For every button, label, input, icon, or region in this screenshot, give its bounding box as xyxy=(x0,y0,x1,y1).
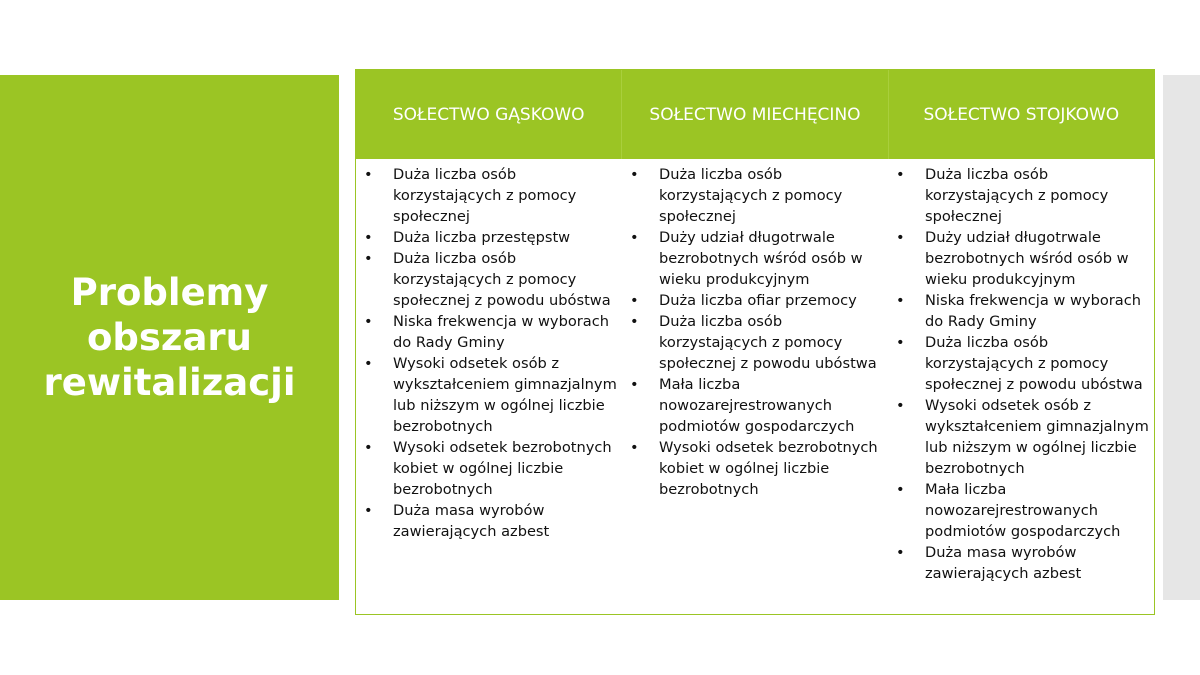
list-item: • Niska frekwencja w wyborach do Rady Gminy xyxy=(356,311,622,353)
table-body xyxy=(356,159,1154,584)
list-item: • Wysoki odsetek osób z wykształceniem gimnazjalnym lub niższym w ogólnej liczbie bezrobotnych xyxy=(888,395,1154,479)
problems-table xyxy=(355,69,1155,615)
column-header-stojkowo: SOŁECTWO STOJKOWO xyxy=(888,70,1154,159)
problem-list xyxy=(622,164,888,500)
column-gaskowo xyxy=(356,159,622,584)
column-header-miechecino: SOŁECTWO MIECHĘCINO xyxy=(621,70,887,159)
list-item: • Duża masa wyrobów zawierających azbest xyxy=(356,500,622,542)
list-item: • Wysoki odsetek bezrobotnych kobiet w ogólnej liczbie bezrobotnych xyxy=(356,437,622,500)
list-item: • Duży udział długotrwale bezrobotnych wśród osób w wieku produkcyjnym xyxy=(888,227,1154,290)
list-item: • Duża liczba ofiar przemocy xyxy=(622,290,888,311)
list-item: • Duża liczba osób korzystających z pomocy społecznej xyxy=(622,164,888,227)
list-item: • Wysoki odsetek osób z wykształceniem gimnazjalnym lub niższym w ogólnej liczbie bezrobotnych xyxy=(356,353,622,437)
list-item: • Duża liczba przestępstw xyxy=(356,227,622,248)
list-item: • Duża masa wyrobów zawierających azbest xyxy=(888,542,1154,584)
table-header xyxy=(356,70,1154,159)
list-item: • Wysoki odsetek bezrobotnych kobiet w ogólnej liczbie bezrobotnych xyxy=(622,437,888,500)
list-item: • Duża liczba osób korzystających z pomocy społecznej xyxy=(888,164,1154,227)
column-stojkowo xyxy=(888,159,1154,584)
list-item: • Mała liczba nowozarejrestrowanych podmiotów gospodarczych xyxy=(888,479,1154,542)
slide-title: Problemy obszaru rewitalizacji xyxy=(43,271,296,404)
problem-list xyxy=(356,164,622,542)
list-item: • Duża liczba osób korzystających z pomocy społecznej xyxy=(356,164,622,227)
list-item: • Duża liczba osób korzystających z pomocy społecznej z powodu ubóstwa xyxy=(888,332,1154,395)
decorative-side-bar xyxy=(1163,75,1200,600)
list-item: • Duża liczba osób korzystających z pomocy społecznej z powodu ubóstwa xyxy=(356,248,622,311)
column-miechecino xyxy=(622,159,888,584)
title-panel xyxy=(0,75,339,600)
list-item: • Mała liczba nowozarejrestrowanych podmiotów gospodarczych xyxy=(622,374,888,437)
column-header-gaskowo: SOŁECTWO GĄSKOWO xyxy=(392,104,585,125)
list-item: • Niska frekwencja w wyborach do Rady Gminy xyxy=(888,290,1154,332)
problem-list xyxy=(888,164,1154,584)
list-item: • Duża liczba osób korzystających z pomocy społecznej z powodu ubóstwa xyxy=(622,311,888,374)
list-item: • Duży udział długotrwale bezrobotnych wśród osób w wieku produkcyjnym xyxy=(622,227,888,290)
